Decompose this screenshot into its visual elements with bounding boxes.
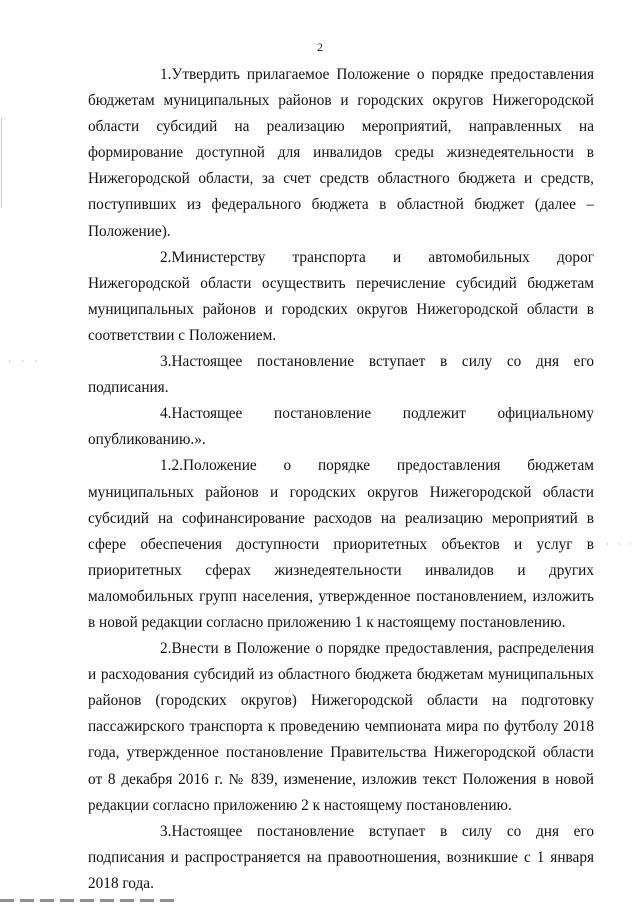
paragraph-text: Положение о порядке предоставления бюджетам муниципальных районов и городских округов Нижегородской области субсидий на софинансирование расходов на реализацию мероприятий в сфере обеспечения доступности приоритетных объектов и услуг в приоритетных сферах жизнедеятельности инвалидов и других маломобильных групп населения, утвержденное постановлением, изложить в новой редакции согласно приложению 1 к настоящему постановлению. [88, 457, 594, 631]
paragraph-amend-2 [88, 636, 594, 819]
paragraph-2 [88, 245, 594, 349]
paragraph-text: Внести в Положение о порядке предоставления, распределения и расходования субсидий из областного бюджета бюджетам муниципальных районов (городских округов) Нижегородской области на подготовку пассажирского транспорта к проведению чемпионата мира по футболу 2018 года, утвержденное постановление Правительства Нижегородской области от 8 декабря 2016 г. № 839, изменение, изложив текст Положения в новой редакции согласно приложению 2 к настоящему постановлению. [88, 640, 594, 814]
paragraph-number: 1. [160, 66, 172, 83]
paragraph-1-2 [88, 453, 594, 636]
scan-bottom-strip [0, 899, 180, 902]
paragraph-amend-3 [88, 819, 594, 897]
paragraph-1 [88, 62, 594, 245]
document-body [88, 62, 594, 897]
paragraph-text: Настоящее постановление вступает в силу со дня его подписания. [88, 353, 594, 397]
scan-dots-right: · · · [606, 539, 635, 549]
scan-margin-line [1, 118, 2, 208]
paragraph-text: Настоящее постановление вступает в силу со дня его подписания и распространяется на правоотношения, возникшие с 1 января 2018 года. [88, 822, 594, 892]
paragraph-number: 3. [160, 822, 172, 840]
page-number: 2 [317, 40, 323, 54]
paragraph-number: 2. [160, 248, 172, 266]
paragraph-number: 4. [160, 405, 172, 423]
paragraph-text: Утвердить прилагаемое Положение о порядке предоставления бюджетам муниципальных районов и городских округов Нижегородской области субсидий на реализацию мероприятий, направленных на формирование доступной для инвалидов среды жизнедеятельности в Нижегородской области, за счет средств областного бюджета и средств, поступивших из федерального бюджета в областной бюджет (далее – Положение). [88, 66, 594, 240]
paragraph-number: 3. [160, 353, 172, 371]
paragraph-text: Министерству транспорта и автомобильных дорог Нижегородской области осуществить перечисление субсидий бюджетам муниципальных районов и городских округов Нижегородской области в соответствии с Положением. [88, 248, 594, 344]
paragraph-3 [88, 349, 594, 401]
paragraph-number: 2. [160, 640, 172, 658]
paragraph-number: 1.2. [160, 457, 183, 475]
scan-dots-left: · · · [8, 356, 42, 366]
paragraph-text: Настоящее постановление подлежит официальному опубликованию.». [88, 405, 594, 449]
paragraph-4 [88, 401, 594, 453]
